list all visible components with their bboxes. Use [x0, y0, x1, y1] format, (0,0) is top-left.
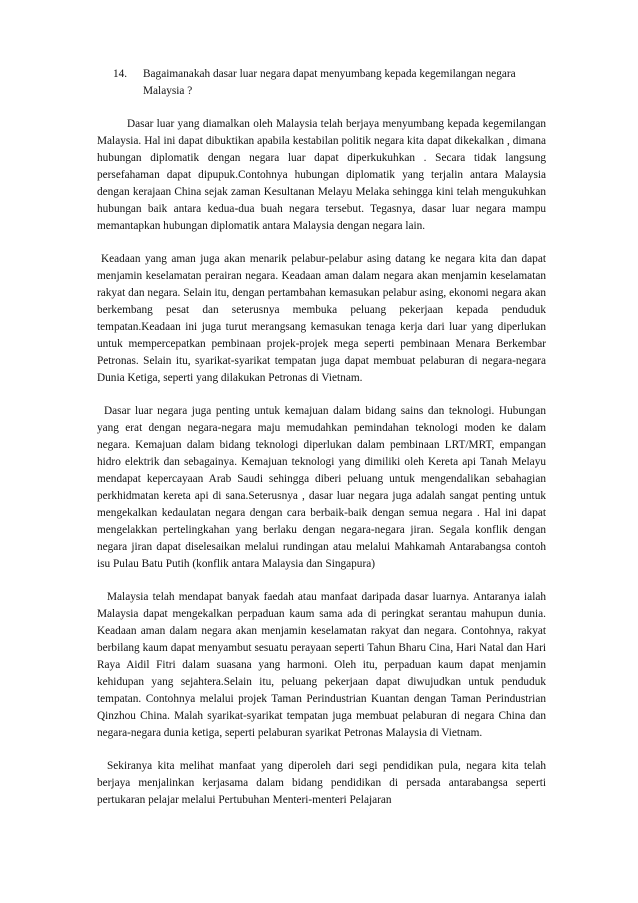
- paragraph-3: Dasar luar negara juga penting untuk kemajuan dalam bidang sains dan teknologi. Hubungan yang erat dengan negara-negara maju memudahkan pemindahan teknologi moden ke dalam negara. Kemajuan dalam bidang teknologi diperlukan dalam pembinaan LRT/MRT, empangan hidro elektrik dan sebagainya. Kemajuan teknologi yang dimiliki oleh Kereta api Tanah Melayu mendapat kepercayaan Arab Saudi sehingga diberi peluang untuk mengendalikan sebahagian perkhidmatan kereta api di sana.Seterusnya , dasar luar negara juga adalah sangat penting untuk mengekalkan kedaulatan negara dengan cara berbaik-baik dengan semua negara . Hal ini dapat mengelakkan pertelingkahan yang berlaku dengan negara-negara jiran. Segala konflik dengan negara jiran dapat diselesaikan melalui rundingan atau melalui Mahkamah Antarabangsa contoh isu Pulau Batu Putih (konflik antara Malaysia dan Singapura): [97, 405, 546, 570]
- paragraph-2: Keadaan yang aman juga akan menarik pelabur-pelabur asing datang ke negara kita dan dapat menjamin keselamatan perairan negara. Keadaan aman dalam negara akan menjamin keselamatan rakyat dan negara. Selain itu, dengan pertambahan kemasukan pelabur asing, ekonomi negara akan berkembang pesat dan seterusnya membuka peluang pekerjaan kepada penduduk tempatan.Keadaan ini juga turut merangsang kemasukan tenaga kerja dari luar yang diperlukan untuk mempercepatkan pembinaan projek-projek mega seperti pembinaan Menara Berkembar Petronas. Selain itu, syarikat-syarikat tempatan juga dapat membuat pelaburan di negara-negara Dunia Ketiga, seperti yang dilakukan Petronas di Vietnam.: [97, 253, 546, 384]
- paragraph-5: Sekiranya kita melihat manfaat yang diperoleh dari segi pendidikan pula, negara kita telah berjaya menjalinkan kerjasama dalam bidang pendidikan di persada antarabangsa seperti pertukaran pelajar melalui Pertubuhan Menteri-menteri Pelajaran: [97, 760, 546, 806]
- question-heading: [113, 66, 546, 100]
- paragraph-4: Malaysia telah mendapat banyak faedah atau manfaat daripada dasar luarnya. Antaranya ialah Malaysia dapat mengekalkan perpaduan kaum sama ada di peringkat serantau mahupun dunia. Keadaan aman dalam negara akan menjamin keselamatan rakyat dan negara. Contohnya, rakyat berbilang kaum dapat menyambut sesuatu perayaan seperti Tahun Bharu Cina, Hari Natal dan Hari Raya Aidil Fitri dalam suasana yang harmoni. Oleh itu, perpaduan kaum dapat menjamin kehidupan yang sejahtera.Selain itu, peluang pekerjaan dapat diwujudkan untuk penduduk tempatan. Contohnya melalui projek Taman Perindustrian Kuantan dengan Taman Perindustrian Qinzhou China. Malah syarikat-syarikat tempatan juga membuat pelaburan di negara China dan negara-negara dunia ketiga, seperti pelaburan syarikat Petronas Malaysia di Vietnam.: [97, 591, 546, 739]
- paragraph-1: Dasar luar yang diamalkan oleh Malaysia telah berjaya menyumbang kepada kegemilangan Malaysia. Hal ini dapat dibuktikan apabila kestabilan politik negara kita dapat dikekalkan , dimana hubungan diplomatik dengan negara luar dapat diperkukuhkan . Secara tidak langsung persefahaman dapat dipupuk.Contohnya hubungan diplomatik yang terjalin antara Malaysia dengan kerajaan China sejak zaman Kesultanan Melayu Melaka sehingga kini telah mengukuhkan hubungan baik antara kedua-dua buah negara tersebut. Tegasnya, dasar luar negara mampu memantapkan hubungan diplomatik antara Malaysia dengan negara lain.: [97, 118, 546, 232]
- question-text: Bagaimanakah dasar luar negara dapat menyumbang kepada kegemilangan negara Malaysia ?: [143, 68, 516, 97]
- question-number: 14.: [113, 68, 128, 80]
